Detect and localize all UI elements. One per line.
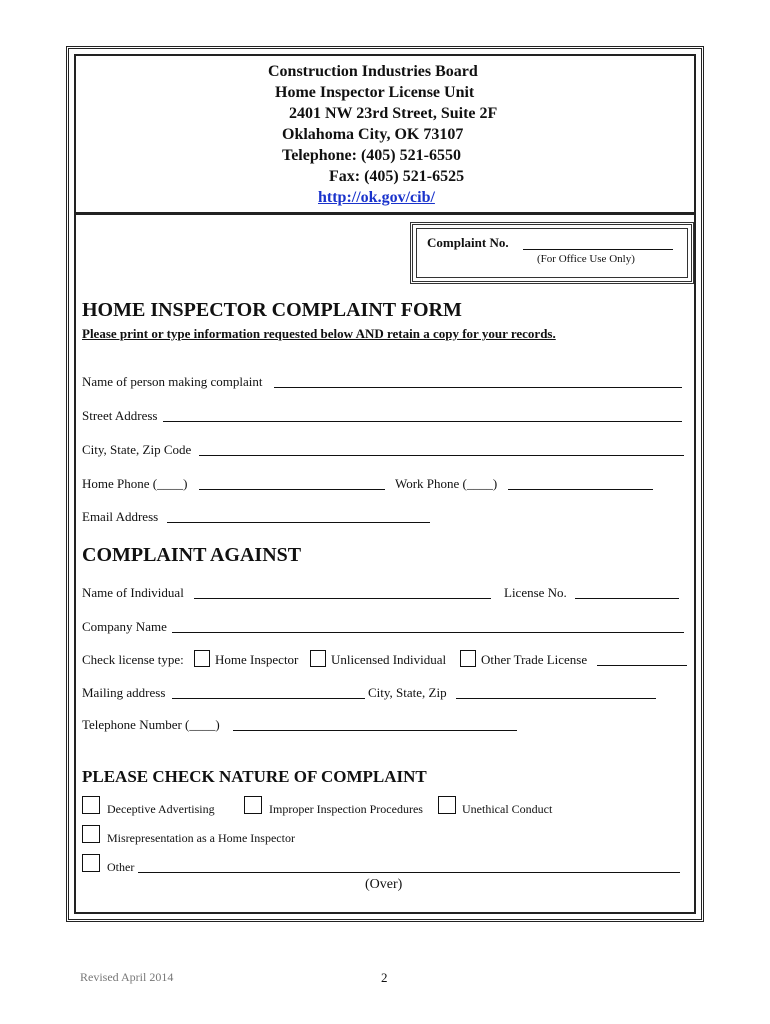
nature-heading: PLEASE CHECK NATURE OF COMPLAINT: [82, 767, 427, 786]
work-phone-field[interactable]: [508, 489, 653, 490]
misrepresentation-option: Misrepresentation as a Home Inspector: [107, 831, 295, 845]
website-link-wrap: [318, 189, 435, 207]
other-trade-license-checkbox[interactable]: [460, 650, 476, 667]
improper-inspection-option: Improper Inspection Procedures: [269, 802, 423, 816]
revision-date: Revised April 2014: [80, 970, 174, 984]
complaint-number-inner: [416, 228, 688, 278]
deceptive-advertising-option: Deceptive Advertising: [107, 802, 215, 816]
complainant-name-label: Name of person making complaint: [82, 374, 263, 389]
home-phone-field[interactable]: [199, 489, 385, 490]
complaint-against-heading: COMPLAINT AGAINST: [82, 544, 302, 566]
complainant-name-field[interactable]: [274, 387, 682, 388]
board-header: [76, 56, 694, 215]
street-label: Street Address: [82, 408, 158, 423]
mailing-address-label: Mailing address: [82, 685, 166, 700]
over-note: (Over): [365, 877, 403, 892]
unit-name: Home Inspector License Unit: [275, 84, 475, 101]
other-trade-license-option: Other Trade License: [481, 652, 588, 667]
office-use-note: (For Office Use Only): [537, 253, 635, 265]
against-city-field[interactable]: [456, 698, 656, 699]
street-address: 2401 NW 23rd Street, Suite 2F: [289, 105, 498, 122]
improper-inspection-checkbox[interactable]: [244, 796, 262, 814]
page-number: 2: [381, 970, 388, 985]
telephone: Telephone: (405) 521-6550: [282, 147, 461, 164]
other-option: Other: [107, 860, 135, 874]
license-number-label: License No.: [504, 585, 567, 600]
city-state-zip-label: City, State, Zip Code: [82, 442, 192, 457]
city-address: Oklahoma City, OK 73107: [282, 126, 464, 143]
company-name-field[interactable]: [172, 632, 684, 633]
form-frame: [66, 46, 704, 922]
license-number-field[interactable]: [575, 598, 679, 599]
home-inspector-option: Home Inspector: [215, 652, 299, 667]
form-title: HOME INSPECTOR COMPLAINT FORM: [82, 299, 462, 321]
unlicensed-individual-option: Unlicensed Individual: [331, 652, 447, 667]
misrepresentation-checkbox[interactable]: [82, 825, 100, 843]
unlicensed-individual-checkbox[interactable]: [310, 650, 326, 667]
telephone-number-field[interactable]: [233, 730, 517, 731]
email-label: Email Address: [82, 509, 159, 524]
form-inner-frame: [74, 54, 696, 914]
company-name-label: Company Name: [82, 619, 167, 634]
city-state-zip-field[interactable]: [199, 455, 684, 456]
instructions: Please print or type information requested below AND retain a copy for your records.: [82, 326, 556, 341]
fax: Fax: (405) 521-6525: [329, 168, 465, 185]
unethical-conduct-checkbox[interactable]: [438, 796, 456, 814]
license-type-label: Check license type:: [82, 652, 184, 667]
email-field[interactable]: [167, 522, 430, 523]
work-phone-label: Work Phone (____): [395, 476, 498, 491]
board-name: Construction Industries Board: [268, 63, 478, 80]
individual-name-field[interactable]: [194, 598, 491, 599]
complaint-number-field[interactable]: [523, 249, 673, 250]
complaint-number-label: Complaint No.: [427, 235, 509, 250]
unethical-conduct-option: Unethical Conduct: [462, 802, 553, 816]
website-link[interactable]: http://ok.gov/cib/: [318, 189, 435, 206]
home-inspector-checkbox[interactable]: [194, 650, 210, 667]
other-trade-license-field[interactable]: [597, 665, 687, 666]
telephone-number-label: Telephone Number (____): [82, 717, 220, 732]
against-city-label: City, State, Zip: [368, 685, 447, 700]
other-checkbox[interactable]: [82, 854, 100, 872]
home-phone-label: Home Phone (____): [82, 476, 188, 491]
complaint-number-box: [410, 222, 694, 284]
individual-name-label: Name of Individual: [82, 585, 184, 600]
mailing-address-field[interactable]: [172, 698, 365, 699]
other-field[interactable]: [138, 872, 680, 873]
street-field[interactable]: [163, 421, 682, 422]
deceptive-advertising-checkbox[interactable]: [82, 796, 100, 814]
